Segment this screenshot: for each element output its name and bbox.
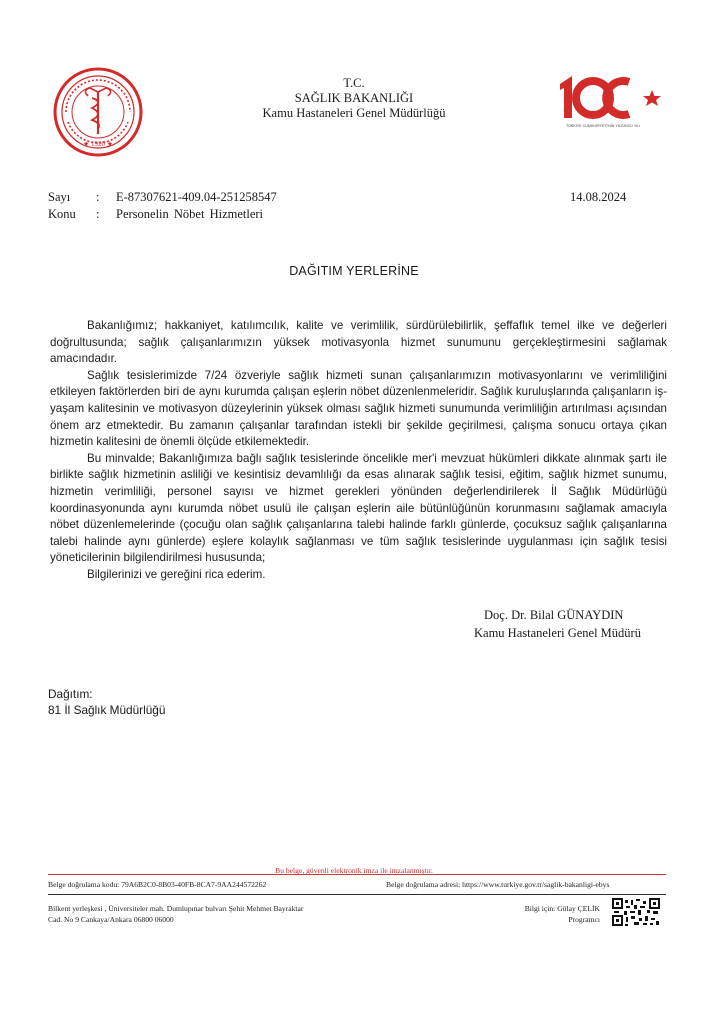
info-block <box>500 903 600 925</box>
sayi-label: Sayı <box>48 190 71 204</box>
body-paragraph-1: Bakanlığımız; hakkaniyet, katılımcılık, kalite ve verimlilik, sürdürülebilirlik, şeffaflık temel ilke ve değerleri doğrultusunda; sağlık çalışanlarımızın yüksek motivasyonla hizmet sunumunu gerçekleştirmesini sağlamak amacındadır. <box>50 319 667 366</box>
verification-code-label: Belge doğrulama kodu: <box>48 880 120 889</box>
e-signature-note: Bu belge, güvenli elektronik imza ile imzalanmıştır. <box>275 866 433 875</box>
qr-code <box>612 898 660 926</box>
header-directorate: Kamu Hastaneleri Genel Müdürlüğü <box>262 106 446 120</box>
signatory-name: Doç. Dr. Bilal GÜNAYDIN <box>484 608 624 622</box>
document-date: 14.08.2024 <box>570 190 627 204</box>
body-paragraph-2: Sağlık tesislerimizde 7/24 özveriyle sağlık hizmeti sunan çalışanlarımızın motivasyonlarını ve verimliliğini etkileyen faktörlerden biri de aynı kurumda çalışan eşlerin nöbet düzenlenmeleridir. Sağlık kuruluşlarında çalışanların iş-yaşam kalitesinin ve motivasyon düzeylerinin yüksek olması sağlık hizmeti sunumunda verimliliğin artırılması açısından önem arz etmektedir. Bu zamanın çalışanlar tarafından istekli bir şekilde geçirilmesi, çalışma sonucu ortaya çıkan hizmetin kalitesini de önemli ölçüde etkilemektedir. <box>50 368 667 449</box>
qr-code-icon <box>612 898 660 926</box>
signatory-title: Kamu Hastaneleri Genel Müdürü <box>474 626 641 640</box>
address-block <box>48 903 303 925</box>
centenary-caption: TÜRKİYE CUMHURİYETİ'NİN YÜZÜNCÜ YILI <box>566 124 641 128</box>
header-ministry: SAĞLIK BAKANLIĞI <box>294 91 414 105</box>
verification-code-row <box>48 880 266 889</box>
address-line-1: Bilkent yerleşkesi , Üniversiteler mah. Dumlupınar bulvarı Şehit Mehmet Bayraktar <box>48 904 304 913</box>
verification-address-row <box>386 880 609 889</box>
footer-divider-bottom <box>48 894 666 895</box>
letter-body <box>50 318 667 584</box>
distribution-label: Dağıtım: <box>48 687 93 701</box>
konu-colon: : <box>96 207 100 221</box>
body-paragraph-4: Bilgilerinizi ve gereğini rica ederim. <box>87 567 266 581</box>
footer-divider-top <box>48 874 666 875</box>
ref-konu-row <box>48 206 448 223</box>
signature-block <box>474 606 641 642</box>
body-paragraph-3: Bu minvalde; Bakanlığımıza bağlı sağlık tesislerinde öncelikle mer'i mevzuat hükümleri dikkate alınmak şartı ile birlikte sağlık hizmetinin asliliği ve kesintisiz devamlılığı da esas alınarak sağlık tesisi, eğitim, sağlık hizmet sunumu, hizmetin verimliliği, personel sayısı ve hizmet gerekleri yönünden değerlendirilerek İl Sağlık Müdürlüğü koordinasyonunda aynı kurumda nöbet usulü ile çalışan eşlerin aile bütünlüğünün korunmasını sağlamak amacıyla nöbet düzenlemelerinde (çocuğu olan sağlık çalışanlarına talebi halinde farklı günlerde, çocuksuz sağlık çalışanlarına talebi halinde aynı günlerde) eşlere kolaylık sağlanması ve tüm sağlık tesislerinde uygulanması için sağlık tesisi yöneticilerinin bilgilendirilmesi hususunda; <box>50 451 667 565</box>
distribution-title: DAĞITIM YERLERİNE <box>289 264 419 278</box>
distribution-block <box>48 686 165 718</box>
header-tc: T.C. <box>343 76 365 90</box>
info-role: Programcı <box>568 915 600 924</box>
konu-label: Konu <box>48 207 76 221</box>
info-contact: Bilgi için: Gülay ÇELİK <box>524 904 600 913</box>
verification-code: 79A6B2C0-8B03-40FB-8CA7-9AA244572262 <box>121 880 267 889</box>
ref-sayi-row <box>48 189 448 206</box>
verification-address-link[interactable]: https://www.turkiye.gov.tr/saglik-bakanligi-ebys <box>462 880 610 889</box>
konu-value: Personelin Nöbet Hizmetleri <box>116 207 264 221</box>
centenary-logo <box>556 72 668 136</box>
svg-text:★ 1920 ★: ★ 1920 ★ <box>82 140 114 148</box>
verification-address-label: Belge doğrulama adresi: <box>386 880 461 889</box>
sayi-value: E-87307621-409.04-251258547 <box>116 190 277 204</box>
sayi-colon: : <box>96 190 100 204</box>
distribution-recipient: 81 İl Sağlık Müdürlüğü <box>48 703 166 717</box>
address-line-2: Cad. No 9 Cankaya/Ankara 06800 06000 <box>48 915 174 924</box>
